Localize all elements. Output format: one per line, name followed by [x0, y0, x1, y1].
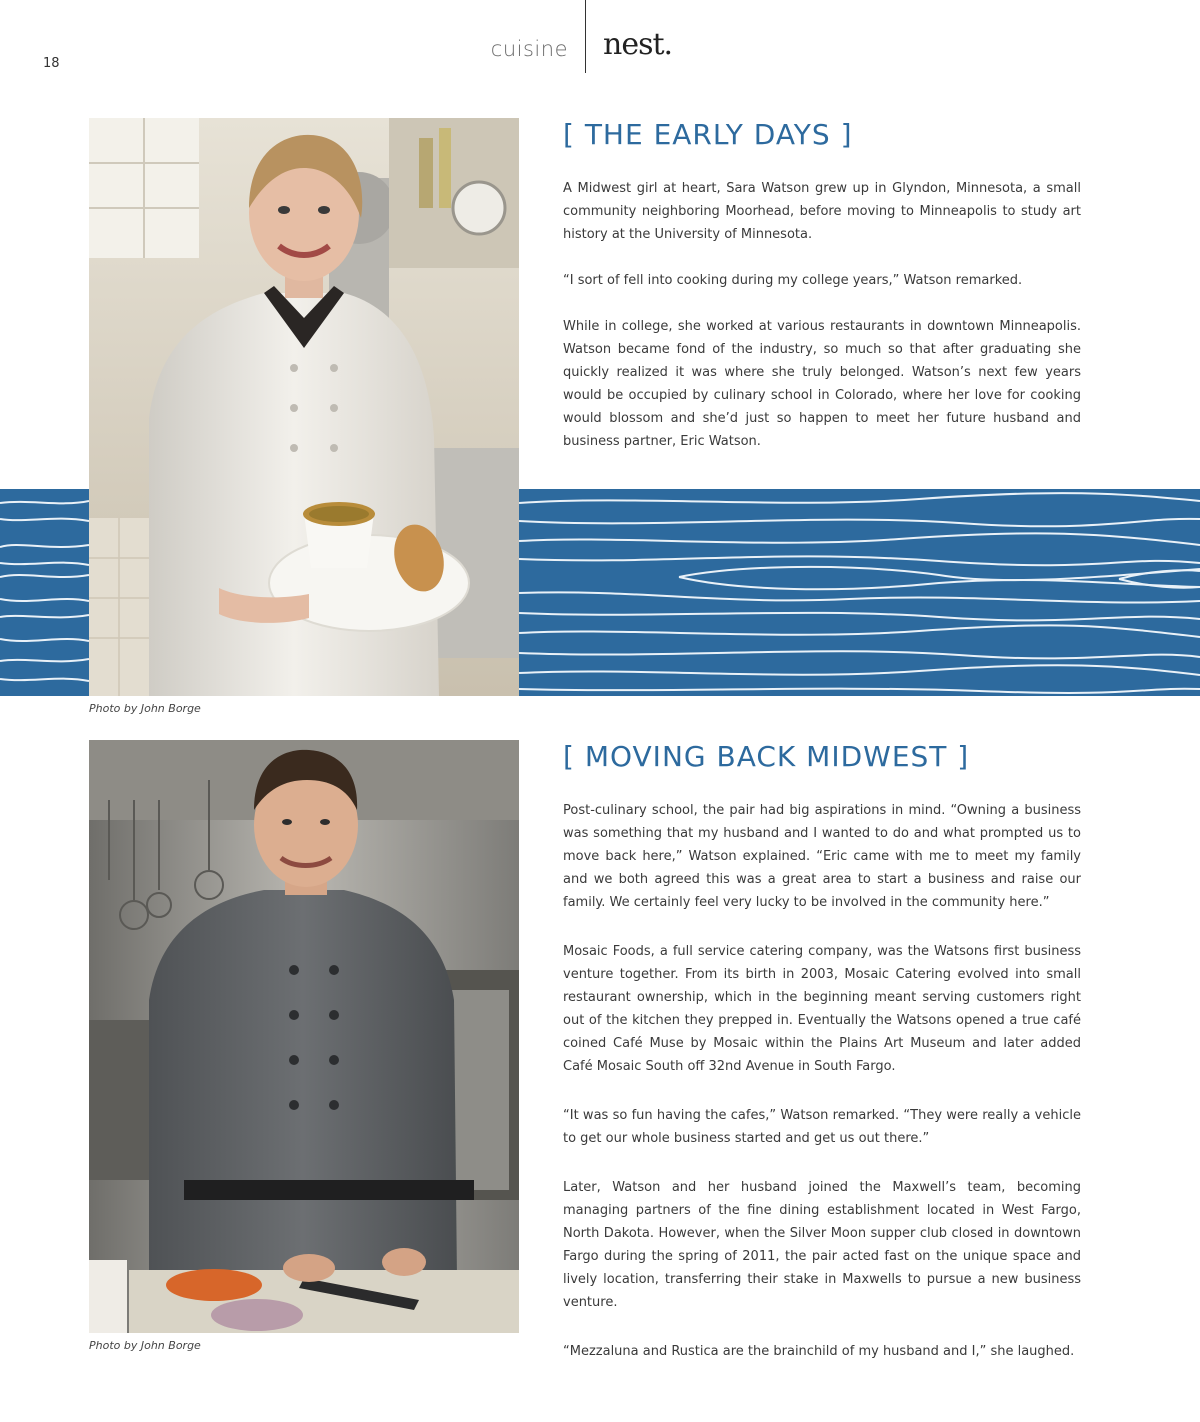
logo-text: nest. [603, 27, 673, 62]
photo-chef-chopping [89, 740, 519, 1333]
publication-logo [603, 27, 673, 62]
page-number: 18 [43, 56, 60, 71]
photo-caption: Photo by John Borge [89, 702, 201, 715]
paragraph: Post-culinary school, the pair had big aspirations in mind. “Owning a business was something that my husband and I wanted to do and what prompted us to move back here,” Watson explained. “Eric came with me to meet my family and we both agreed this was a great area to start a business and raise our family. We certainly feel very lucky to be involved in the community here.” [563, 803, 1081, 910]
section-label: cuisine [490, 37, 568, 61]
photo-caption: Photo by John Borge [89, 1339, 201, 1352]
wood-grain-band-left [0, 489, 89, 696]
section-heading: [ MOVING BACK MIDWEST ] [563, 740, 970, 773]
wood-grain-band-right [519, 489, 1200, 696]
article-body [563, 177, 1081, 476]
paragraph: Later, Watson and her husband joined the Maxwell’s team, becoming managing partners of the fine dining establishment located in West Fargo, North Dakota. However, when the Silver Moon supper club closed in downtown Fargo during the spring of 2011, the pair acted fast on the unique space and lively location, transferring their stake in Maxwells to pursue a new business venture. [563, 1180, 1081, 1310]
paragraph: A Midwest girl at heart, Sara Watson grew up in Glyndon, Minnesota, a small community neighboring Moorhead, before moving to Minneapolis to study art history at the University of Minnesota. [563, 181, 1081, 242]
paragraph: Mosaic Foods, a full service catering company, was the Watsons first business venture together. From its birth in 2003, Mosaic Catering evolved into small restaurant ownership, which in the beginning meant serving customers right out of the kitchen they prepped in. Eventually the Watsons opened a true café coined Café Muse by Mosaic within the Plains Art Museum and later added Café Mosaic South off 32nd Avenue in South Fargo. [563, 944, 1081, 1074]
paragraph: While in college, she worked at various restaurants in downtown Minneapolis. Watson became fond of the industry, so much so that after graduating she quickly realized it was where she truly belonged. Watson’s next few years would be occupied by culinary school in Colorado, where her love for cooking would blossom and she’d just so happen to meet her future husband and business partner, Eric Watson. [563, 319, 1081, 449]
header-divider [585, 0, 586, 73]
photo-chef-with-soup [89, 118, 519, 696]
article-body [563, 799, 1081, 1389]
paragraph: “I sort of fell into cooking during my college years,” Watson remarked. [563, 273, 1023, 288]
paragraph: “It was so fun having the cafes,” Watson remarked. “They were really a vehicle to get our whole business started and get us out there.” [563, 1108, 1081, 1146]
section-heading: [ THE EARLY DAYS ] [563, 118, 853, 151]
paragraph: “Mezzaluna and Rustica are the brainchild of my husband and I,” she laughed. [563, 1344, 1075, 1359]
